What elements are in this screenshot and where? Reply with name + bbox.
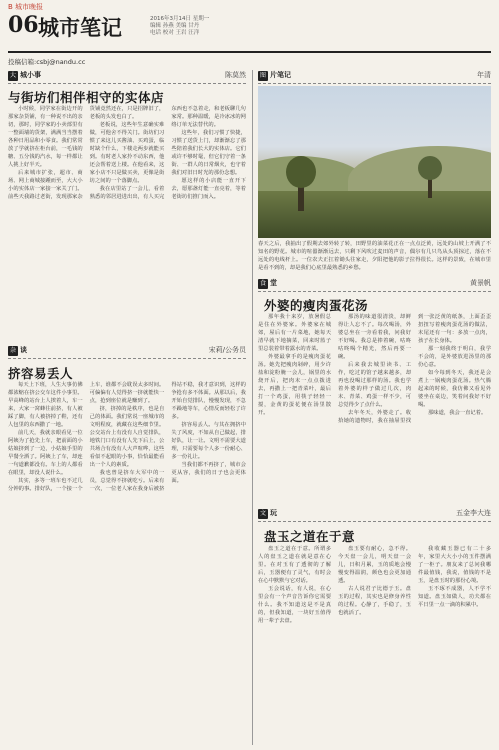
- paragraph: 我收藏玉器已有二十多年，家里大大小小的玉件摆满了一柜子。朋友来了总问我哪件最值钱，我说，值钱的不是玉，是盘玉时的那份心境。: [418, 546, 491, 584]
- page-title: 城市笔记: [38, 15, 122, 40]
- divider: [258, 521, 491, 522]
- article-body: [8, 105, 246, 340]
- article-title: 与街坊们相伴相守的实体店: [8, 90, 165, 105]
- tree-crown: [418, 156, 442, 180]
- paragraph: 那汤的味道很清淡，却鲜得让人忘不了。每次喝汤，外婆总坐在一旁看着我，问我好不好喝。我总是捧着碗，咕咚咕咚喝个精光，然后再要一碗。: [338, 314, 411, 360]
- paragraph: 后来我去城里读书、工作，吃过的馆子越来越多，却再也没喝过那样的汤。我也学着外婆的样子做过几次，肉末、青菜、鸡蛋一样不少，可总觉得少了点什么。: [338, 362, 411, 408]
- section-name: 片笔记: [270, 71, 291, 79]
- paragraph: 挤，挤掉的是秩序，也是自己的体面。我们常说一座城市的文明程度，就藏在这些细节里。公交站台上有没有人自觉排队，地铁门口有没有人先下后上，公共场合有没有人大声喧哗，这些看似不起眼的小事，恰恰最能看出一个人的素质。: [89, 406, 165, 468]
- section-header-mr: [258, 278, 491, 290]
- section-name: 城小事: [20, 71, 41, 79]
- section-name: 玩: [270, 509, 277, 517]
- section-author: 五金李大连: [456, 509, 491, 517]
- article-title: 盘玉之道在于意: [264, 529, 356, 544]
- paragraph: 我也曾是挤车大军中的一员，总觉得不挤就吃亏。后来有一次，一位老人家在我身后被挤得站不稳，我才意识到，这样的争抢有多不体面。从那以后，我开始自觉排队，慢慢发现，不急不躁地等车，心情反而轻松了许多。: [89, 382, 246, 492]
- paragraph: 每天上下班，人生大事仿佛都浓缩在挤公交车这件小事里。早高峰的站台上人挨着人，车一来，大家一窝蜂往前挤，有人被踩了脚，有人被挤掉了鞋，还有人包里的东西撒了一地。: [8, 382, 83, 428]
- column-divider: [252, 70, 253, 745]
- section-tag: 图: [259, 72, 266, 79]
- paragraph: 其实，多等一班车也不过几分钟的事。排好队，一个接一个上车，谁都不会耽误太多时间。可偏偏有人觉得挤一挤就能快一点，抢到座位就是赚到了。: [8, 382, 165, 492]
- article-body: [258, 545, 491, 743]
- paragraph: 我在店里站了一会儿，看着熟悉的邻居进进出出，有人买完东西也不急着走，和老板聊几句家常。那种温暖，是冷冰冰的网络订单无法替代的。: [89, 106, 246, 200]
- article-body: [258, 313, 491, 501]
- header-meta: [150, 16, 209, 37]
- meta-line: 编辑 孙燕 美编 甘丹: [150, 23, 200, 29]
- paragraph: 那味道，我会一直记着。: [428, 410, 487, 416]
- paragraph: 那一刻我终于明白，我学不会的，是外婆放进汤里的那份心意。: [418, 346, 491, 368]
- paper-logo: B 城市晚报: [8, 3, 44, 11]
- paragraph: 老板说，这些年生意确实难做，可他舍不得关门。街坊们习惯了来这儿买酱油、买鸡蛋，临时缺个什么，下楼走两步就能买到。有时老人家拎不动东西，他还会帮着送上楼。在他看来，这家小店不只是做买卖，更像是街坊之间的一个落脚点。: [89, 122, 165, 184]
- section-tag: 大: [9, 72, 16, 79]
- article-body: [8, 381, 246, 743]
- paragraph: 玉不琢不成器，人不学不知道。盘玉如做人，功夫都在平日里一点一滴的积累中。: [418, 586, 491, 608]
- paragraph: 如今每到冬天，我还是会煮上一锅瘦肉蛋花汤。热气腾起来的时候，我仿佛又看见外婆坐在桌边，笑着问我好不好喝。: [418, 370, 491, 408]
- page-header: [8, 10, 491, 50]
- section-tag: 文: [259, 510, 266, 517]
- article-title: 挤容易丢人: [8, 366, 74, 381]
- paragraph: 后来城市扩张，超市、商场、网上商城接踵而至，大大小小的实体店一家接一家关了门。前些天我路过老街，发现那家杂货铺竟然还在，只是招牌旧了，老板的头发也白了。: [8, 106, 165, 200]
- section-header-br: [258, 508, 491, 520]
- divider: [258, 83, 491, 84]
- paragraph: 当我们都不再挤了，城市会更从容，我们的日子也会更体面。: [171, 462, 246, 484]
- section-header-bl: [8, 345, 246, 357]
- paragraph: 盘玉要有耐心，急不得。今天盘一会儿，明天盘一会儿，日积月累，玉的质地会慢慢变得温润，颜色也会更加通透。: [338, 546, 411, 584]
- paragraph: 去年冬天，外婆走了。收拾她的遗物时，我在抽屉里找到一张泛黄的纸条，上面歪歪扭扭写着瘦肉蛋花汤的做法，末尾还有一句：多放一点肉，孩子在长身体。: [338, 314, 491, 424]
- section-author: 宋莉/公务员: [208, 346, 246, 354]
- paragraph: 愿这样的小店能一直开下去，愿那盏灯能一直亮着，等着老街坊们推门而入。: [171, 178, 246, 200]
- page-number: 06: [8, 12, 39, 38]
- paragraph: 前几天，我就亲眼看见一位阿姨为了抢先上车，把前面的小姑娘挤到了一边，小姑娘手里的早餐全洒了。阿姨上了车，却连一句道歉都没有。车上的人都看在眼里，却没人说什么。: [8, 430, 83, 476]
- paragraph: 这些年，我们习惯了快捷，习惯了送货上门，却渐渐忘了那些陪着我们长大的实体店。它们或许不够时髦，但它们守着一条街、一群人的日常烟火，也守着我们对旧日时光的那份念想。: [171, 130, 246, 176]
- divider: [8, 83, 246, 84]
- meta-line: 2016年3月14日 星期一: [150, 16, 210, 22]
- paragraph: 古人说君子比德于玉。盘玉的过程，其实也是修身养性的过程。心静了，手稳了，玉也就活了。: [338, 586, 411, 616]
- landscape-photo: [258, 86, 491, 238]
- paragraph: 小时候，同学家在街边开的那家杂货铺，有一种说不出的亲切，那时，同学家的小卖部里有一整面墙的货架，满满当当摆着各种日用品和小零食。我们常常放了学就挤在柜台前，一毛钱的糖、五分钱的汽水，每一样都让人挑上好半天。: [8, 106, 83, 168]
- section-name: 谈: [20, 346, 27, 354]
- section-tag: 杂: [9, 347, 16, 354]
- section-author: 黄景帆: [470, 279, 491, 287]
- paragraph: 盘玉之道在于意。所谓多人的盘玉之道在就是意在心里。在对玉有了透彻的了解后，玉器便有了灵气，有时会在心中默默与它对话。: [258, 546, 331, 584]
- field-area: [258, 191, 491, 238]
- paragraph: 玉会说话，有人说，在心里会有一个声音告诉你它需要什么。我不知道这是不是真的，但我知道，一块好玉值得用一辈子去盘。: [258, 586, 331, 624]
- paragraph: 那年我十来岁，放暑假总是住在外婆家。外婆家在城郊，屋后有一片菜地，她每天清早就下地摘菜，回来时篮子里总装着带着露水的青菜。: [258, 314, 331, 352]
- article-title: 外婆的瘦肉蛋花汤: [264, 298, 369, 313]
- photo-caption: 春天之后，我抽出了假期去郊外转了转，田野里的油菜花正在一点点泛黄，远处的山坡上开满了不知名的野花。城市的喧嚣渐渐远去，只剩下风吹过麦田的声音，偶尔有几只鸟从头顶掠过，落在不远处的电线杆上。一位农夫正扛着锄头往家走，夕阳把他的影子拉得很长。这样的景致，在城市里是看不到的，却是我们心底里最熟悉的乡愁。: [258, 241, 491, 271]
- section-header-tl: [8, 70, 246, 82]
- divider: [258, 291, 491, 292]
- tree-crown: [286, 156, 316, 188]
- section-name: 堂: [270, 279, 277, 287]
- paragraph: 挤容易丢人。与其在拥挤中失了风度，不如从自己做起，排好队，让一让。文明不需要大道理，只需要每个人多一份耐心、多一份礼让。: [171, 422, 246, 460]
- section-author: 陈莫然: [225, 71, 246, 79]
- submission-email: 投稿信箱:csbj@nandu.cc: [8, 58, 86, 66]
- section-tag: 食: [259, 280, 266, 287]
- header-rule: [8, 51, 491, 53]
- paragraph: 外婆最拿手的是瘦肉蛋花汤。她先把瘦肉剁碎，用少许盐和淀粉腌一会儿，锅里的水烧开后，把肉末一点点拨进去，再撒上一把青菜叶，最后打一个鸡蛋，用筷子轻轻一搅，金黄的蛋花便在汤里散开。: [258, 354, 331, 416]
- meta-line: 电话 校对 王岩 汪洋: [150, 30, 200, 36]
- divider: [8, 358, 246, 359]
- section-author: 年清: [477, 71, 491, 79]
- section-header-tr: [258, 70, 491, 82]
